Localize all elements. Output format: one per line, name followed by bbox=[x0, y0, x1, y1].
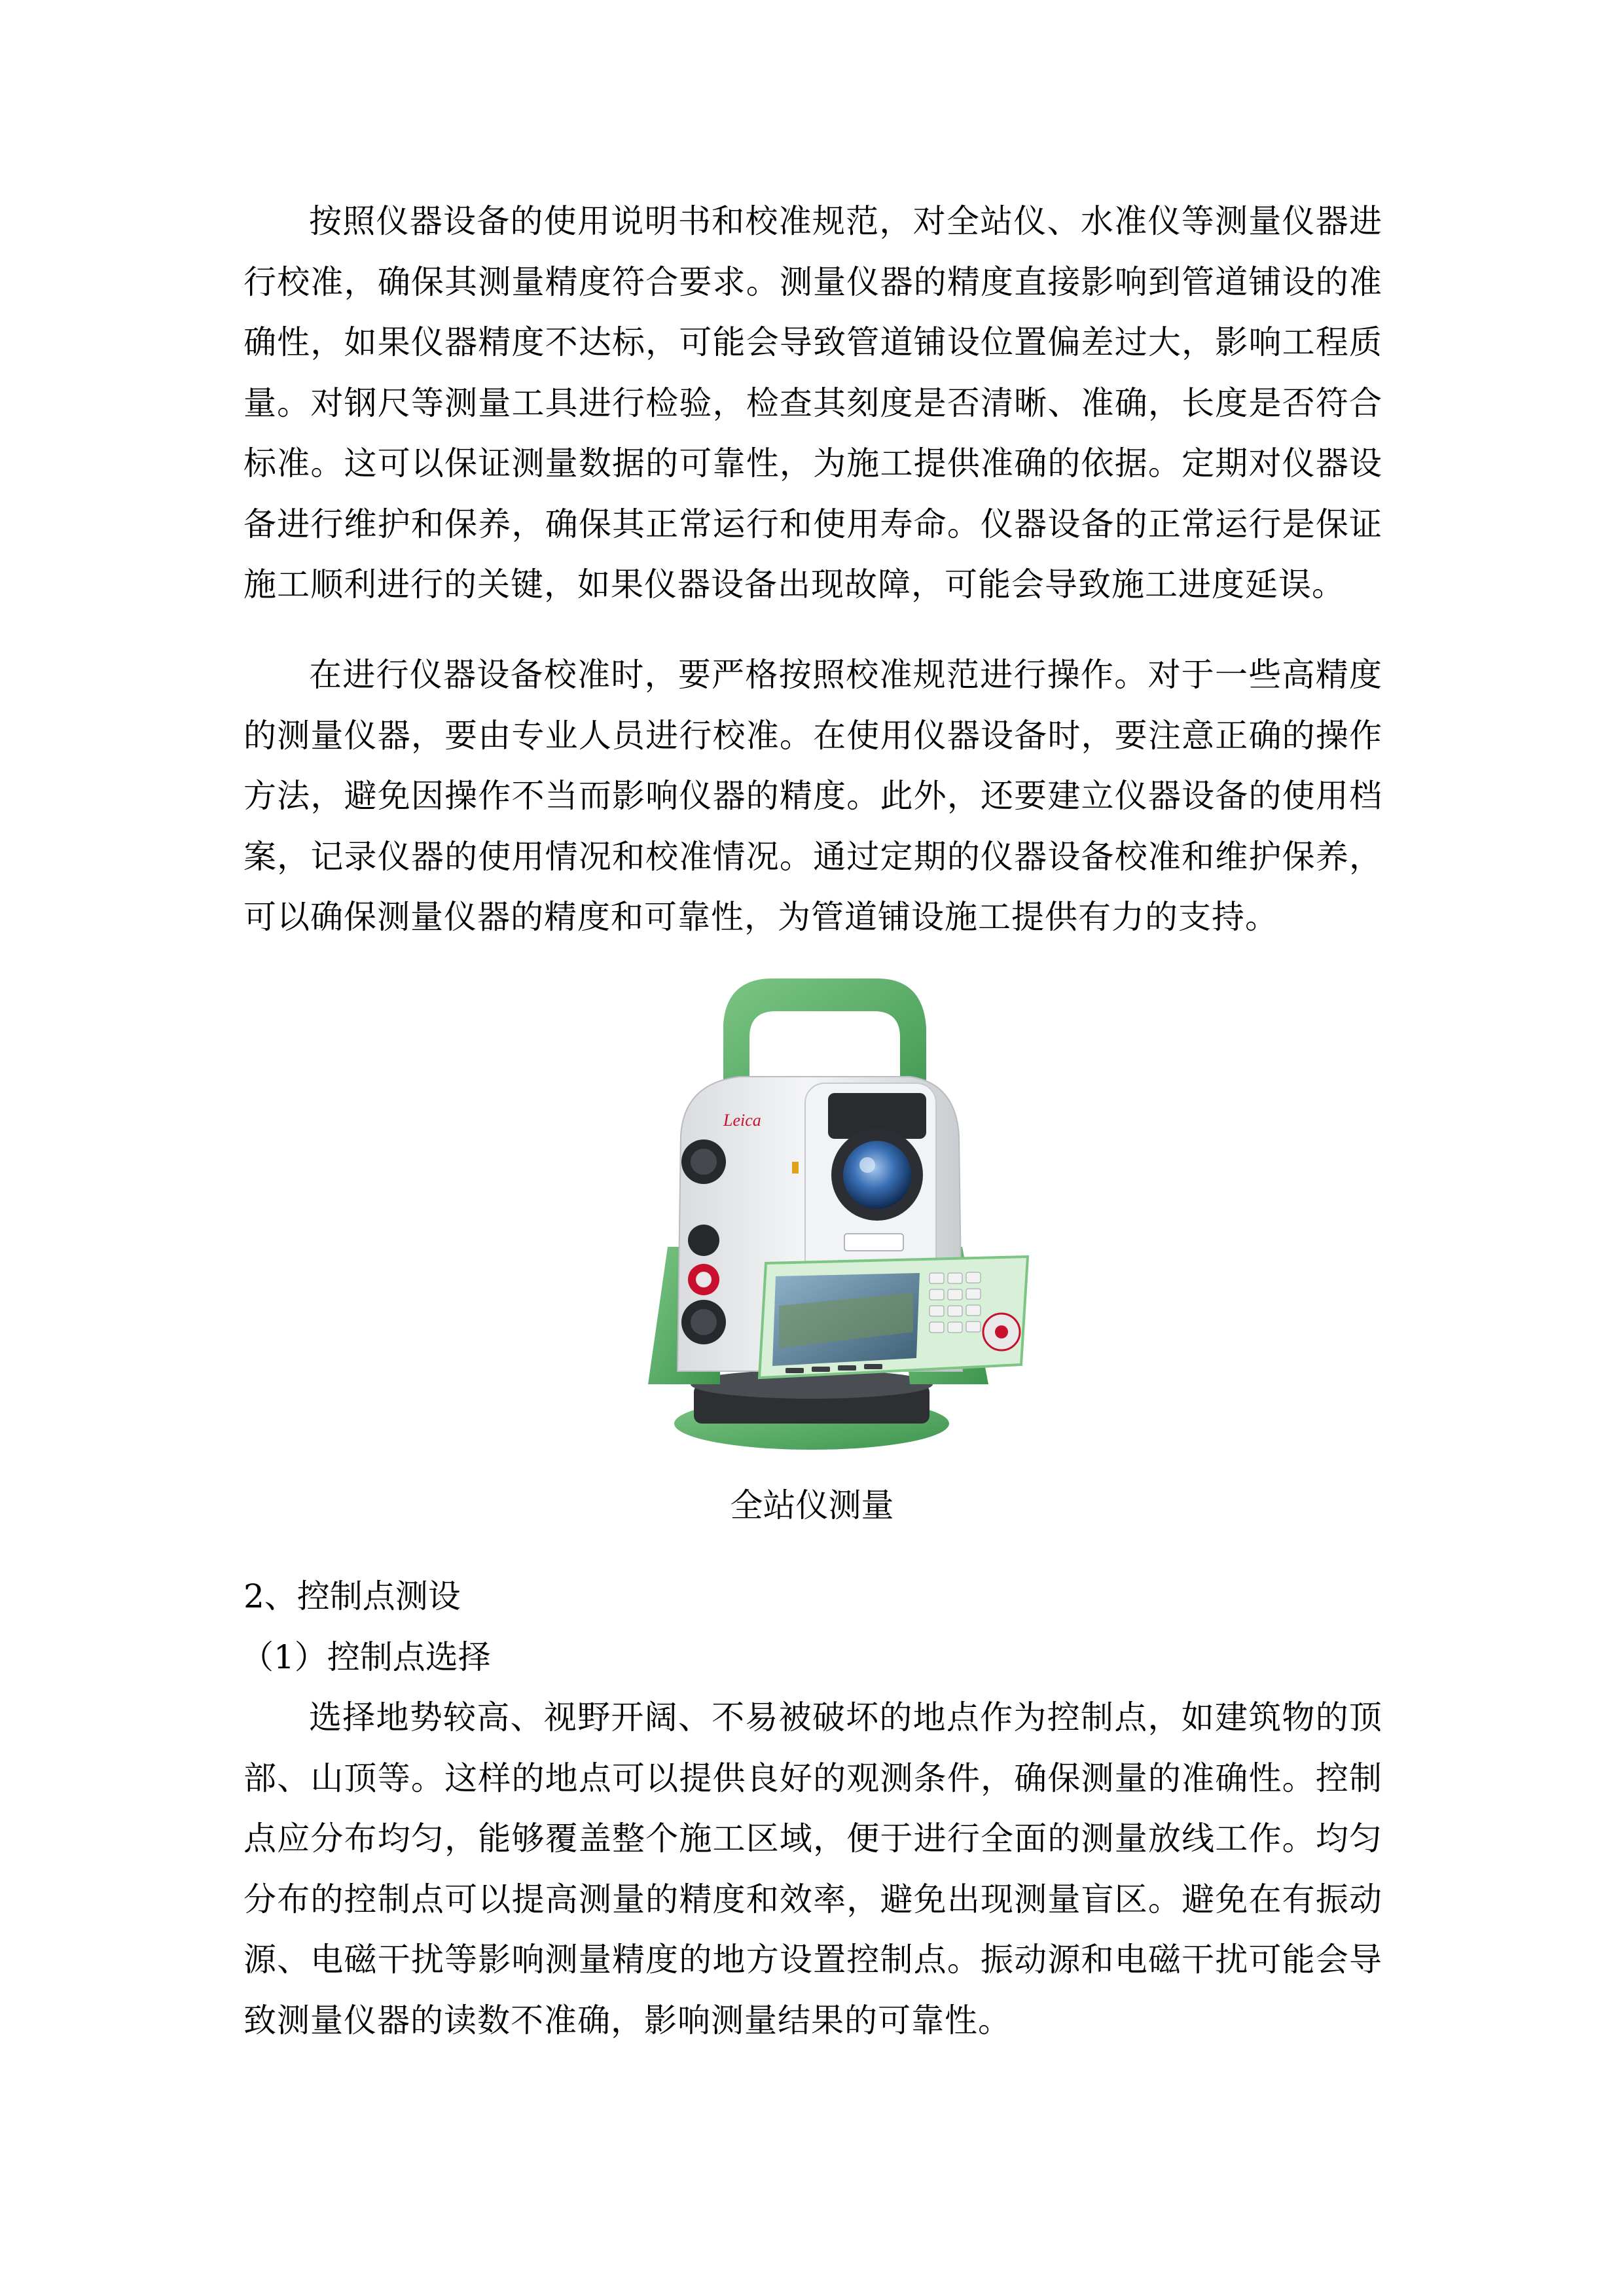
section-heading: 2、控制点测设 bbox=[244, 1577, 461, 1615]
objective-lens bbox=[843, 1141, 911, 1209]
leica-logo: Leica bbox=[723, 1111, 761, 1130]
tangent-knob bbox=[688, 1225, 719, 1256]
subsection-heading: （1）控制点选择 bbox=[241, 1638, 491, 1676]
total-station-image bbox=[569, 965, 1054, 1476]
body-paragraph-calibration: 按照仪器设备的使用说明书和校准规范，对全站仪、水准仪等测量仪器进行校准，确保其测量精度符合要求。测量仪器的精度直接影响到管道铺设的准确性，如果仪器精度不达标，可能会导致管道铺设位置偏差过大，影响工程质量。对钢尺等测量工具进行检验，检查其刻度是否清晰、准确，长度是否符合标准。这可以保证测量数据的可靠性，为施工提供准确的依据。定期对仪器设备进行维护和保养，确保其正常运行和使用寿命。仪器设备的正常运行是保证施工顺利进行的关键，如果仪器设备出现故障，可能会导致施工进度延误。 bbox=[244, 202, 1382, 603]
total-station-figure bbox=[569, 965, 1054, 1476]
figure-caption: 全站仪测量 bbox=[730, 1486, 894, 1524]
body-paragraph-control-point-selection: 选择地势较高、视野开阔、不易被破坏的地点作为控制点，如建筑物的顶部、山顶等。这样的地点可以提供良好的观测条件，确保测量的准确性。控制点应分布均匀，能够覆盖整个施工区域，便于进行全面的测量放线工作。均匀分布的控制点可以提高测量的精度和效率，避免出现测量盲区。避免在有振动源、电磁干扰等影响测量精度的地方设置控制点。振动源和电磁干扰可能会导致测量仪器的读数不准确，影响测量结果的可靠性。 bbox=[244, 1698, 1382, 2039]
body-paragraph-calibration-procedure: 在进行仪器设备校准时，要严格按照校准规范进行操作。对于一些高精度的测量仪器，要由专业人员进行校准。在使用仪器设备时，要注意正确的操作方法，避免因操作不当而影响仪器的精度。此外，还要建立仪器设备的使用档案，记录仪器的使用情况和校准情况。通过定期的仪器设备校准和维护保养，可以确保测量仪器的精度和可靠性，为管道铺设施工提供有力的支持。 bbox=[244, 656, 1382, 936]
